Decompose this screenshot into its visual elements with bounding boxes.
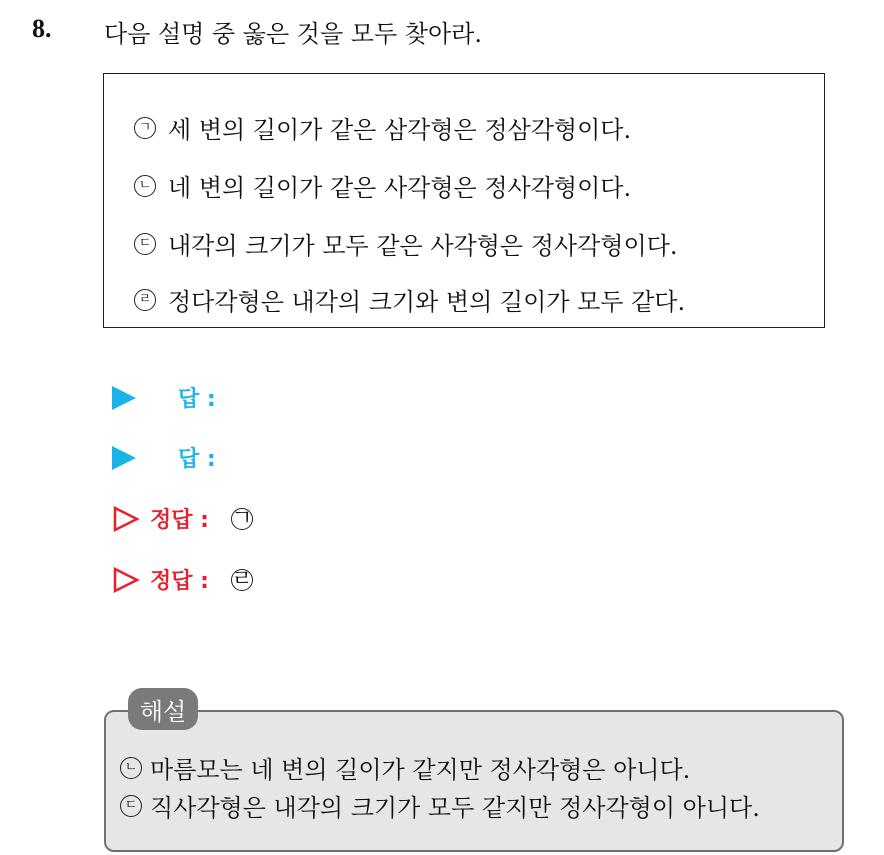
choice-text: 세 변의 길이가 같은 삼각형은 정삼각형이다. <box>168 116 632 144</box>
circled-marker: ㄹ <box>231 566 253 592</box>
answer-label: 답 : <box>178 447 216 472</box>
explanation-box <box>104 710 844 852</box>
circled-marker: ㄷ <box>120 795 142 817</box>
filled-triangle-icon <box>112 446 136 470</box>
explanation-text: 마름모는 네 변의 길이가 같지만 정사각형은 아니다. <box>150 756 691 784</box>
explanation-tab: 해설 <box>128 688 198 730</box>
circled-marker: ㄱ <box>134 117 156 139</box>
circled-marker: ㄷ <box>134 233 156 255</box>
circled-marker: ㄴ <box>134 175 156 197</box>
circled-marker: ㄴ <box>120 757 142 779</box>
circled-marker: ㄹ <box>134 289 156 311</box>
explanation-line <box>120 750 690 785</box>
answer-row-blank <box>112 382 216 413</box>
choices-box <box>103 73 825 328</box>
explanation-line <box>120 788 760 823</box>
question-number: 8. <box>32 14 52 43</box>
filled-triangle-icon <box>112 386 136 410</box>
choice-text: 네 변의 길이가 같은 사각형은 정사각형이다. <box>168 174 632 202</box>
correct-answer-label: 정답 : <box>150 508 209 533</box>
answer-label: 답 : <box>178 387 216 412</box>
answer-row-correct <box>112 503 265 534</box>
answer-row-correct <box>112 564 265 595</box>
circled-marker: ㄱ <box>231 505 253 531</box>
choice-text: 내각의 크기가 모두 같은 사각형은 정사각형이다. <box>168 232 678 260</box>
choice-item <box>134 282 685 317</box>
choice-item <box>134 168 631 203</box>
outline-triangle-icon <box>112 566 140 594</box>
correct-answer-label: 정답 : <box>150 569 209 594</box>
choice-item <box>134 110 631 145</box>
choice-text: 정다각형은 내각의 크기와 변의 길이가 모두 같다. <box>168 288 686 316</box>
explanation-text: 직사각형은 내각의 크기가 모두 같지만 정사각형이 아니다. <box>150 794 760 822</box>
question-text: 다음 설명 중 옳은 것을 모두 찾아라. <box>104 20 482 48</box>
answer-row-blank <box>112 442 216 473</box>
outline-triangle-icon <box>112 505 140 533</box>
choice-item <box>134 226 677 261</box>
